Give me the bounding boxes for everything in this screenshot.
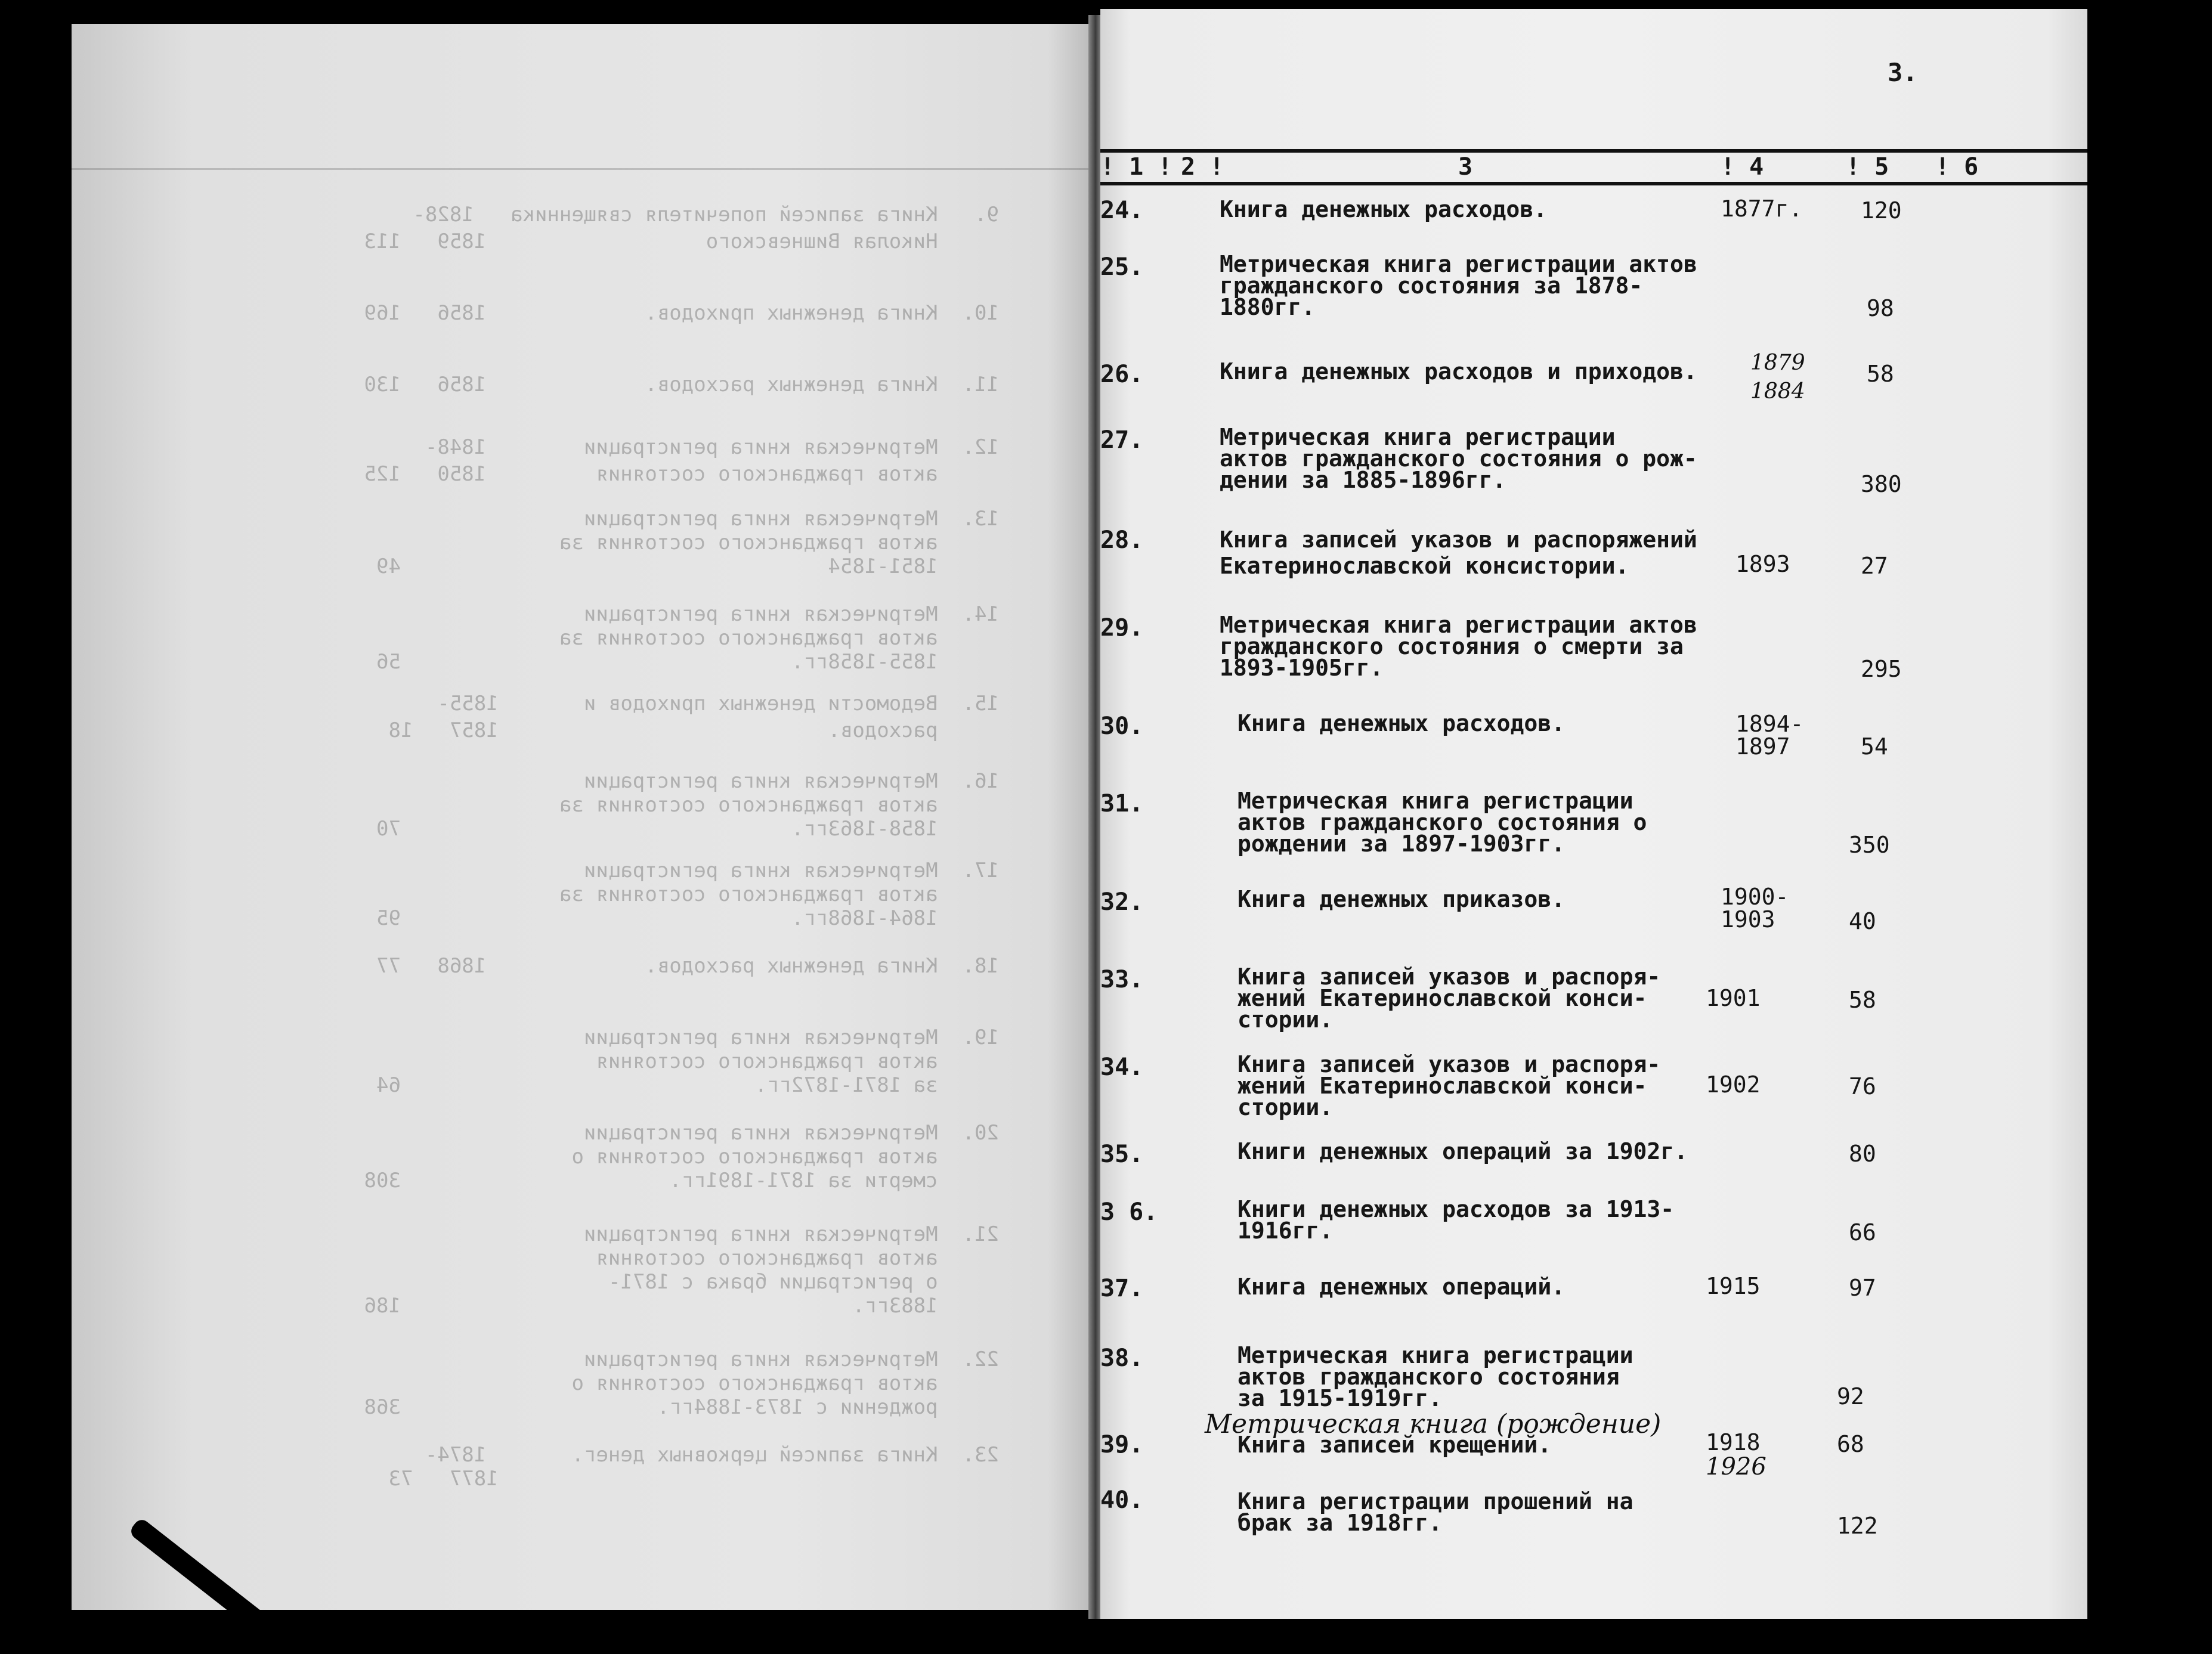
handwritten-date: 1926 xyxy=(1706,1453,1766,1480)
bleed-line: актов гражданского состояния xyxy=(596,1049,999,1073)
entry-page-count: 295 xyxy=(1861,656,1902,682)
entry-number: 24. xyxy=(1100,197,1144,224)
entry-title: Метрическая книга регистрации актов гражданского состояния за 1915-1919гг. xyxy=(1238,1342,1634,1411)
entry-number: 29. xyxy=(1100,614,1144,642)
bleed-line: 22. Метрическая книга регистрации xyxy=(584,1348,999,1371)
entry-number: 3 6. xyxy=(1100,1198,1158,1226)
bleed-line: 10. Книга денежных приходов. 1856 169 xyxy=(364,301,999,325)
bleed-line: 18. Книга денежных расходов. 1868 77 xyxy=(376,954,999,978)
bleed-line: актов гражданского состояния о xyxy=(571,1145,999,1169)
bleed-line: о регистрации брака с 1871- xyxy=(608,1270,999,1294)
entry-title: Книга записей указов и распоря- жений Екатеринославской конси- стории. xyxy=(1238,964,1661,1033)
header-bottom-rule xyxy=(1100,182,2087,185)
entry-title: Метрическая книга регистрации актов гражданского состояния за 1878- 1880гг. xyxy=(1220,251,1697,320)
entry-page-count: 76 xyxy=(1849,1073,1876,1099)
entry-page-count: 80 xyxy=(1849,1141,1876,1167)
bleed-line: 19. Метрическая книга регистрации xyxy=(584,1026,999,1049)
entry-page-count: 66 xyxy=(1849,1219,1876,1246)
entry-page-count: 97 xyxy=(1849,1275,1876,1301)
page-number: 3. xyxy=(1888,58,1918,87)
header-col-5: ! 5 xyxy=(1846,153,1889,181)
entry-page-count: 92 xyxy=(1837,1383,1864,1410)
bleed-line: актов гражданского состояния за xyxy=(559,882,999,906)
entry-number: 39. xyxy=(1100,1431,1144,1458)
bleed-through-text xyxy=(72,24,1088,1610)
entry-title: Книга денежных приказов. xyxy=(1238,886,1566,912)
bleed-line: 20. Метрическая книга регистрации xyxy=(584,1121,999,1145)
bleed-line: расходов. 1857 18 xyxy=(388,718,999,742)
entry-page-count: 380 xyxy=(1861,471,1902,497)
bleed-line: 1883гг. 186 xyxy=(364,1294,999,1318)
entry-page-count: 122 xyxy=(1837,1513,1878,1539)
bleed-line: 16. Метрическая книга регистрации xyxy=(584,769,999,793)
bleed-line: за 1871-1872гг. 64 xyxy=(376,1073,999,1097)
handwritten-annotation: Метрическая книга (рождение) xyxy=(1205,1409,1662,1439)
entry-date: 1894- 1897 xyxy=(1735,711,1804,760)
entry-page-count: 58 xyxy=(1867,361,1894,387)
entry-number: 31. xyxy=(1100,790,1144,817)
entry-number: 35. xyxy=(1100,1141,1144,1168)
entry-number: 28. xyxy=(1100,526,1144,554)
bleed-line: 1855-1858гг. 56 xyxy=(376,650,999,674)
entry-page-count: 120 xyxy=(1861,197,1902,224)
entry-title: Метрическая книга регистрации актов гражданского состояния о смерти за 1893-1905гг. xyxy=(1220,612,1697,681)
entry-number: 34. xyxy=(1100,1054,1144,1081)
header-col-2: 2 ! xyxy=(1181,153,1224,181)
entry-date: 1915 xyxy=(1706,1273,1761,1299)
entry-title: Книга денежных расходов. xyxy=(1238,710,1566,736)
entry-number: 25. xyxy=(1100,253,1144,281)
header-col-1: ! 1 ! xyxy=(1100,153,1172,181)
entry-date: 1902 xyxy=(1706,1071,1761,1098)
bleed-line: 1851-1854 49 xyxy=(376,555,999,578)
entry-title: Книга денежных расходов и приходов. xyxy=(1220,358,1697,385)
entry-page-count: 58 xyxy=(1849,987,1876,1013)
bleed-line: 23. Книга записей церковных денег. 1874- xyxy=(425,1443,999,1467)
bleed-line: 11. Книга денежных расходов. 1856 130 xyxy=(364,373,999,397)
entry-page-count: 40 xyxy=(1849,908,1876,934)
bleed-line: 1877 73 xyxy=(388,1467,999,1491)
handwritten-date: 1879 1884 xyxy=(1750,351,1805,404)
entry-page-count: 54 xyxy=(1861,733,1888,760)
entry-date: 1918 xyxy=(1706,1429,1761,1455)
bleed-line: 21. Метрическая книга регистрации xyxy=(584,1222,999,1246)
entry-title: Книга записей крещений. xyxy=(1238,1432,1552,1458)
bleed-line: актов гражданского состояния за xyxy=(559,793,999,817)
entry-title: Книга записей указов и распоря- жений Екатеринославской конси- стории. xyxy=(1238,1051,1661,1120)
entry-title: Книга денежных операций. xyxy=(1238,1274,1566,1300)
entry-page-count: 350 xyxy=(1849,832,1890,858)
entry-date: 1877г. xyxy=(1721,196,1803,222)
bleed-line: 1858-1863гг. 70 xyxy=(376,817,999,841)
entry-number: 32. xyxy=(1100,888,1144,916)
entry-page-count: 98 xyxy=(1867,295,1894,321)
entry-page-count: 27 xyxy=(1861,553,1888,579)
bleed-line: Николая Вишневского 1859 113 xyxy=(364,230,999,253)
bleed-line: 1864-1868гг. 95 xyxy=(376,906,999,930)
entry-number: 38. xyxy=(1100,1345,1144,1372)
entry-title: Книга записей указов и распоряжений Екатеринославской консистории. xyxy=(1220,526,1697,579)
bleed-line: актов гражданского состояния о xyxy=(571,1371,999,1395)
entry-number: 37. xyxy=(1100,1275,1144,1302)
entry-number: 33. xyxy=(1100,966,1144,993)
entry-title: Книга денежных расходов. xyxy=(1220,196,1548,222)
header-col-6: ! 6 xyxy=(1935,153,1979,181)
entry-number: 30. xyxy=(1100,713,1144,740)
header-top-rule xyxy=(1100,149,2087,153)
bleed-line: 14. Метрическая книга регистрации xyxy=(584,602,999,626)
bleed-header-rule xyxy=(72,168,1088,170)
right-page xyxy=(1100,9,2087,1619)
entry-title: Метрическая книга регистрации актов гражданского состояния о рож- дении за 1885-1896гг. xyxy=(1220,424,1697,493)
entry-title: Книги денежных расходов за 1913- 1916гг. xyxy=(1238,1196,1675,1244)
entry-date: 1901 xyxy=(1706,985,1761,1011)
bleed-line: 15. Ведомости денежных приходов и 1855- xyxy=(437,692,999,716)
entry-number: 26. xyxy=(1100,361,1144,388)
entry-page-count: 68 xyxy=(1837,1431,1864,1457)
bleed-line: актов гражданского состояния xyxy=(596,1246,999,1270)
header-col-3: 3 xyxy=(1458,153,1473,181)
entry-number: 27. xyxy=(1100,426,1144,454)
entry-title: Книга регистрации прошений на брак за 1918гг. xyxy=(1238,1488,1634,1536)
entry-title: Метрическая книга регистрации актов гражданского состояния о рождении за 1897-1903гг. xyxy=(1238,788,1647,857)
bleed-line: актов гражданского состояния за xyxy=(559,531,999,555)
entry-date: 1900- 1903 xyxy=(1721,884,1789,933)
bleed-line: 9. Книга записей попечителя священника 1828- xyxy=(413,203,999,227)
header-col-4: ! 4 xyxy=(1721,153,1764,181)
bleed-line: актов гражданского состояния за xyxy=(559,626,999,650)
left-page xyxy=(72,24,1088,1610)
bleed-line: рождении с 1873-1884гг. 368 xyxy=(364,1395,999,1419)
bleed-line: актов гражданского состояния 1850 125 xyxy=(364,462,999,486)
bleed-line: 12. Метрическая книга регистрации 1848- xyxy=(425,435,999,459)
entry-number: 40. xyxy=(1100,1486,1144,1514)
entry-title: Книги денежных операций за 1902г. xyxy=(1238,1138,1688,1164)
entry-date: 1893 xyxy=(1735,551,1790,577)
bleed-line: смерти за 1871-1891гг. 308 xyxy=(364,1169,999,1193)
bleed-line: 17. Метрическая книга регистрации xyxy=(584,859,999,882)
bleed-line: 13. Метрическая книга регистрации xyxy=(584,507,999,531)
